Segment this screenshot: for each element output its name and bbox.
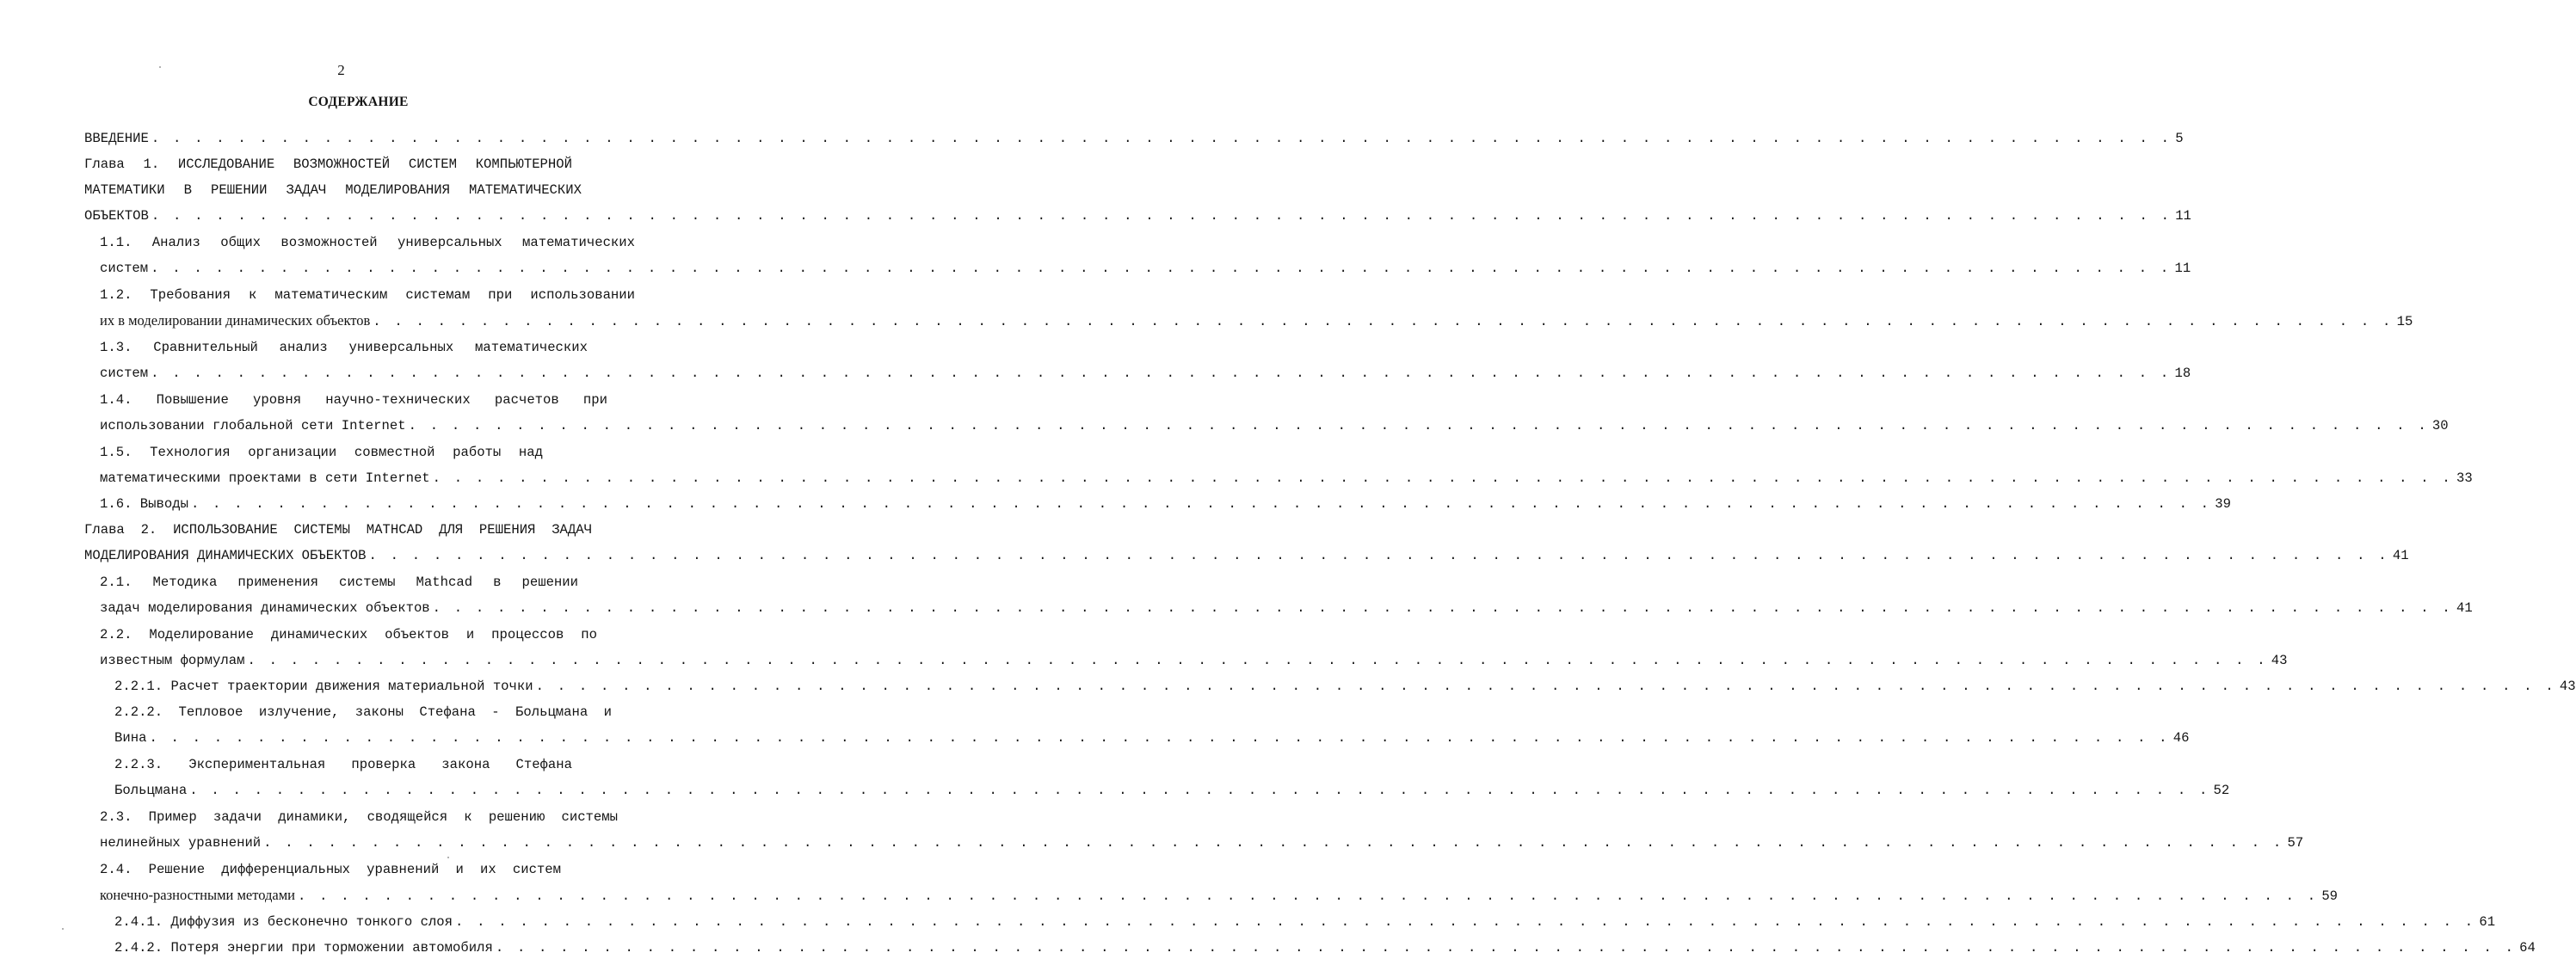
toc-entry-title: математическими проектами в сети Internet [100,470,430,486]
toc-entry-title: 2.2.1. Расчет траектории движения материальной точки [114,679,533,694]
toc-entry-title: ВВЕДЕНИЕ [84,131,149,146]
toc-entry-2-4-2[interactable] [114,935,2536,961]
toc-page-number: 59 [2321,888,2339,904]
toc-entry-title: ОБЪЕКТОВ [84,208,149,224]
toc-entry-title: Больцмана [114,783,188,798]
page-title: СОДЕРЖАНИЕ [308,95,409,109]
leader-dots: . . . . . . . . . . . . . . . . . . . . . . . . . . . . . . . . . . . . . . . . . . . . . . . . . . . . . . . . . . . . . . . . . . . . . . . . . . . . . . . . . . . . . . . . . . . . . . [151,366,2172,381]
toc-page-number: 41 [2456,600,2473,616]
toc-entry-title: систем [100,261,149,276]
toc-entry-1-2[interactable] [100,308,2413,334]
toc-entry-2-1-line-1[interactable]: 2.1. Методика применения системы Mathcad в решении [100,575,578,590]
leader-dots: . . . . . . . . . . . . . . . . . . . . . . . . . . . . . . . . . . . . . . . . . . . . . . . . . . . . . . . . . . . . . . . . . . . . . . . . . . . . . . . . . . . . . . . . . . . . . . [263,835,2284,851]
toc-entry-chapter-1-line-2[interactable]: МАТЕМАТИКИ В РЕШЕНИИ ЗАДАЧ МОДЕЛИРОВАНИЯ МАТЕМАТИЧЕСКИХ [84,182,582,198]
leader-dots: . . . . . . . . . . . . . . . . . . . . . . . . . . . . . . . . . . . . . . . . . . . . . . . . . . . . . . . . . . . . . . . . . . . . . . . . . . . . . . . . . . . . . . . . . . . . . . [190,496,2212,512]
toc-page-number: 64 [2519,940,2536,956]
toc-page-number: 33 [2456,470,2473,486]
toc-entry-1-3[interactable] [100,360,2191,386]
toc-entry-1-1-line-1[interactable]: 1.1. Анализ общих возможностей универсальных математических [100,235,635,250]
toc-page-number: 57 [2287,835,2304,851]
toc-entry-1-5[interactable] [100,465,2473,491]
toc-entry-chapter-2[interactable] [84,543,2409,569]
toc-entry-1-2-line-1[interactable]: 1.2. Требования к математическим системам при использовании [100,287,635,303]
toc-entry-title: нелинейных уравнений [100,835,262,851]
toc-entry-1-5-line-1[interactable]: 1.5. Технология организации совместной работы над [100,445,543,460]
toc-page-number: 39 [2215,496,2231,512]
toc-entry-2-2[interactable] [100,648,2288,673]
toc-entry-title: МОДЕЛИРОВАНИЯ ДИНАМИЧЕСКИХ ОБЪЕКТОВ [84,548,367,563]
leader-dots: . . . . . . . . . . . . . . . . . . . . . . . . . . . . . . . . . . . . . . . . . . . . . . . . . . . . . . . . . . . . . . . . . . . . . . . . . . . . . . . . . . . . . . . . . . . . . . [408,418,2429,433]
toc-entry-1-3-line-1[interactable]: 1.3. Сравнительный анализ универсальных математических [100,340,588,355]
toc-page-number: 46 [2172,730,2190,746]
toc-entry-title: систем [100,366,149,381]
toc-entry-title: 2.4.2. Потеря энергии при торможении автомобиля [114,940,493,956]
toc-page-number: 52 [2213,783,2230,798]
leader-dots: . . . . . . . . . . . . . . . . . . . . . . . . . . . . . . . . . . . . . . . . . . . . . . . . . . . . . . . . . . . . . . . . . . . . . . . . . . . . . . . . . . . . . . . . . . . . . . [298,888,2319,904]
toc-entry-2-3[interactable] [100,830,2304,856]
toc-entry-2-2-2-line-1[interactable]: 2.2.2. Тепловое излучение, законы Стефана - Больцмана и [114,704,612,720]
leader-dots: . . . . . . . . . . . . . . . . . . . . . . . . . . . . . . . . . . . . . . . . . . . . . . . . . . . . . . . . . . . . . . . . . . . . . . . . . . . . . . . . . . . . . . . . . . . . . . [535,679,2556,694]
leader-dots: . . . . . . . . . . . . . . . . . . . . . . . . . . . . . . . . . . . . . . . . . . . . . . . . . . . . . . . . . . . . . . . . . . . . . . . . . . . . . . . . . . . . . . . . . . . . . . [151,131,2172,146]
toc-entry-title: 1.6. Выводы [100,496,188,512]
toc-page-number: 15 [2396,314,2413,329]
leader-dots: . . . . . . . . . . . . . . . . . . . . . . . . . . . . . . . . . . . . . . . . . . . . . . . . . . . . . . . . . . . . . . . . . . . . . . . . . . . . . . . . . . . . . . . . . . . . . . [373,314,2394,329]
toc-entry-chapter-1[interactable] [84,203,2191,229]
toc-page-number: 30 [2431,418,2449,433]
toc-page-number: 18 [2174,366,2191,381]
toc-entry-1-6[interactable] [100,491,2231,517]
toc-entry-2-2-3[interactable] [114,778,2230,803]
leader-dots: . . . . . . . . . . . . . . . . . . . . . . . . . . . . . . . . . . . . . . . . . . . . . . . . . . . . . . . . . . . . . . . . . . . . . . . . . . . . . . . . . . . . . . . . . . . . . . [149,730,2170,746]
toc-entry-1-1[interactable] [100,255,2191,281]
leader-dots: . . . . . . . . . . . . . . . . . . . . . . . . . . . . . . . . . . . . . . . . . . . . . . . . . . . . . . . . . . . . . . . . . . . . . . . . . . . . . . . . . . . . . . . . . . . . . . [432,470,2453,486]
toc-entry-2-4-line-1[interactable]: 2.4. Решение дифференциальных уравнений и их систем [100,862,561,877]
toc-page-number: 5 [2175,131,2184,146]
toc-entry-2-1[interactable] [100,595,2473,621]
toc-entry-title: их в моделировании динамических объектов [100,312,371,329]
toc-entry-title: конечно-разностными методами [100,887,295,903]
toc-entry-chapter-1-line-1[interactable]: Глава 1. ИССЛЕДОВАНИЕ ВОЗМОЖНОСТЕЙ СИСТЕМ КОМПЬЮТЕРНОЙ [84,157,572,172]
toc-entry-2-2-2[interactable] [114,725,2190,751]
toc-entry-2-4-1[interactable] [114,909,2496,935]
toc-page-number: 11 [2175,208,2191,224]
leader-dots: . . . . . . . . . . . . . . . . . . . . . . . . . . . . . . . . . . . . . . . . . . . . . . . . . . . . . . . . . . . . . . . . . . . . . . . . . . . . . . . . . . . . . . . . . . . . . . [151,208,2172,224]
leader-dots: . . . . . . . . . . . . . . . . . . . . . . . . . . . . . . . . . . . . . . . . . . . . . . . . . . . . . . . . . . . . . . . . . . . . . . . . . . . . . . . . . . . . . . . . . . . . . . [455,914,2476,930]
leader-dots: . . . . . . . . . . . . . . . . . . . . . . . . . . . . . . . . . . . . . . . . . . . . . . . . . . . . . . . . . . . . . . . . . . . . . . . . . . . . . . . . . . . . . . . . . . . . . . [432,600,2453,616]
toc-entry-2-4[interactable] [100,882,2339,908]
leader-dots: . . . . . . . . . . . . . . . . . . . . . . . . . . . . . . . . . . . . . . . . . . . . . . . . . . . . . . . . . . . . . . . . . . . . . . . . . . . . . . . . . . . . . . . . . . . . . . [495,940,2517,956]
toc-entry-2-2-line-1[interactable]: 2.2. Моделирование динамических объектов и процессов по [100,627,597,642]
toc-entry-introduction[interactable] [84,126,2184,151]
toc-entry-1-4-line-1[interactable]: 1.4. Повышение уровня научно-технических расчетов при [100,392,607,408]
toc-entry-chapter-2-line-1[interactable]: Глава 2. ИСПОЛЬЗОВАНИЕ СИСТЕМЫ MATHCAD ДЛЯ РЕШЕНИЯ ЗАДАЧ [84,522,592,538]
toc-page-number: 43 [2271,653,2288,668]
toc-entry-title: задач моделирования динамических объектов [100,600,430,616]
leader-dots: . . . . . . . . . . . . . . . . . . . . . . . . . . . . . . . . . . . . . . . . . . . . . . . . . . . . . . . . . . . . . . . . . . . . . . . . . . . . . . . . . . . . . . . . . . . . . . [189,783,2210,798]
leader-dots: . . . . . . . . . . . . . . . . . . . . . . . . . . . . . . . . . . . . . . . . . . . . . . . . . . . . . . . . . . . . . . . . . . . . . . . . . . . . . . . . . . . . . . . . . . . . . . [247,653,2268,668]
toc-page-number: 11 [2174,261,2191,276]
leader-dots: . . . . . . . . . . . . . . . . . . . . . . . . . . . . . . . . . . . . . . . . . . . . . . . . . . . . . . . . . . . . . . . . . . . . . . . . . . . . . . . . . . . . . . . . . . . . . . [368,548,2389,563]
toc-page-number: 41 [2392,548,2409,563]
toc-entry-2-2-3-line-1[interactable]: 2.2.3. Экспериментальная проверка закона Стефана [114,757,572,772]
toc-entry-title: Вина [114,730,147,746]
toc-entry-2-3-line-1[interactable]: 2.3. Пример задачи динамики, сводящейся к решению системы [100,809,618,825]
toc-page-number: 61 [2479,914,2496,930]
toc-entry-2-2-1[interactable] [114,673,2576,699]
toc-entry-title: использовании глобальной сети Internet [100,418,406,433]
page-number: 2 [337,62,345,78]
leader-dots: . . . . . . . . . . . . . . . . . . . . . . . . . . . . . . . . . . . . . . . . . . . . . . . . . . . . . . . . . . . . . . . . . . . . . . . . . . . . . . . . . . . . . . . . . . . . . . [151,261,2172,276]
toc-entry-1-4[interactable] [100,413,2449,439]
toc-page-number: 43 [2559,679,2576,694]
toc-entry-title: известным формулам [100,653,245,668]
toc-entry-title: 2.4.1. Диффузия из бесконечно тонкого слоя [114,914,453,930]
